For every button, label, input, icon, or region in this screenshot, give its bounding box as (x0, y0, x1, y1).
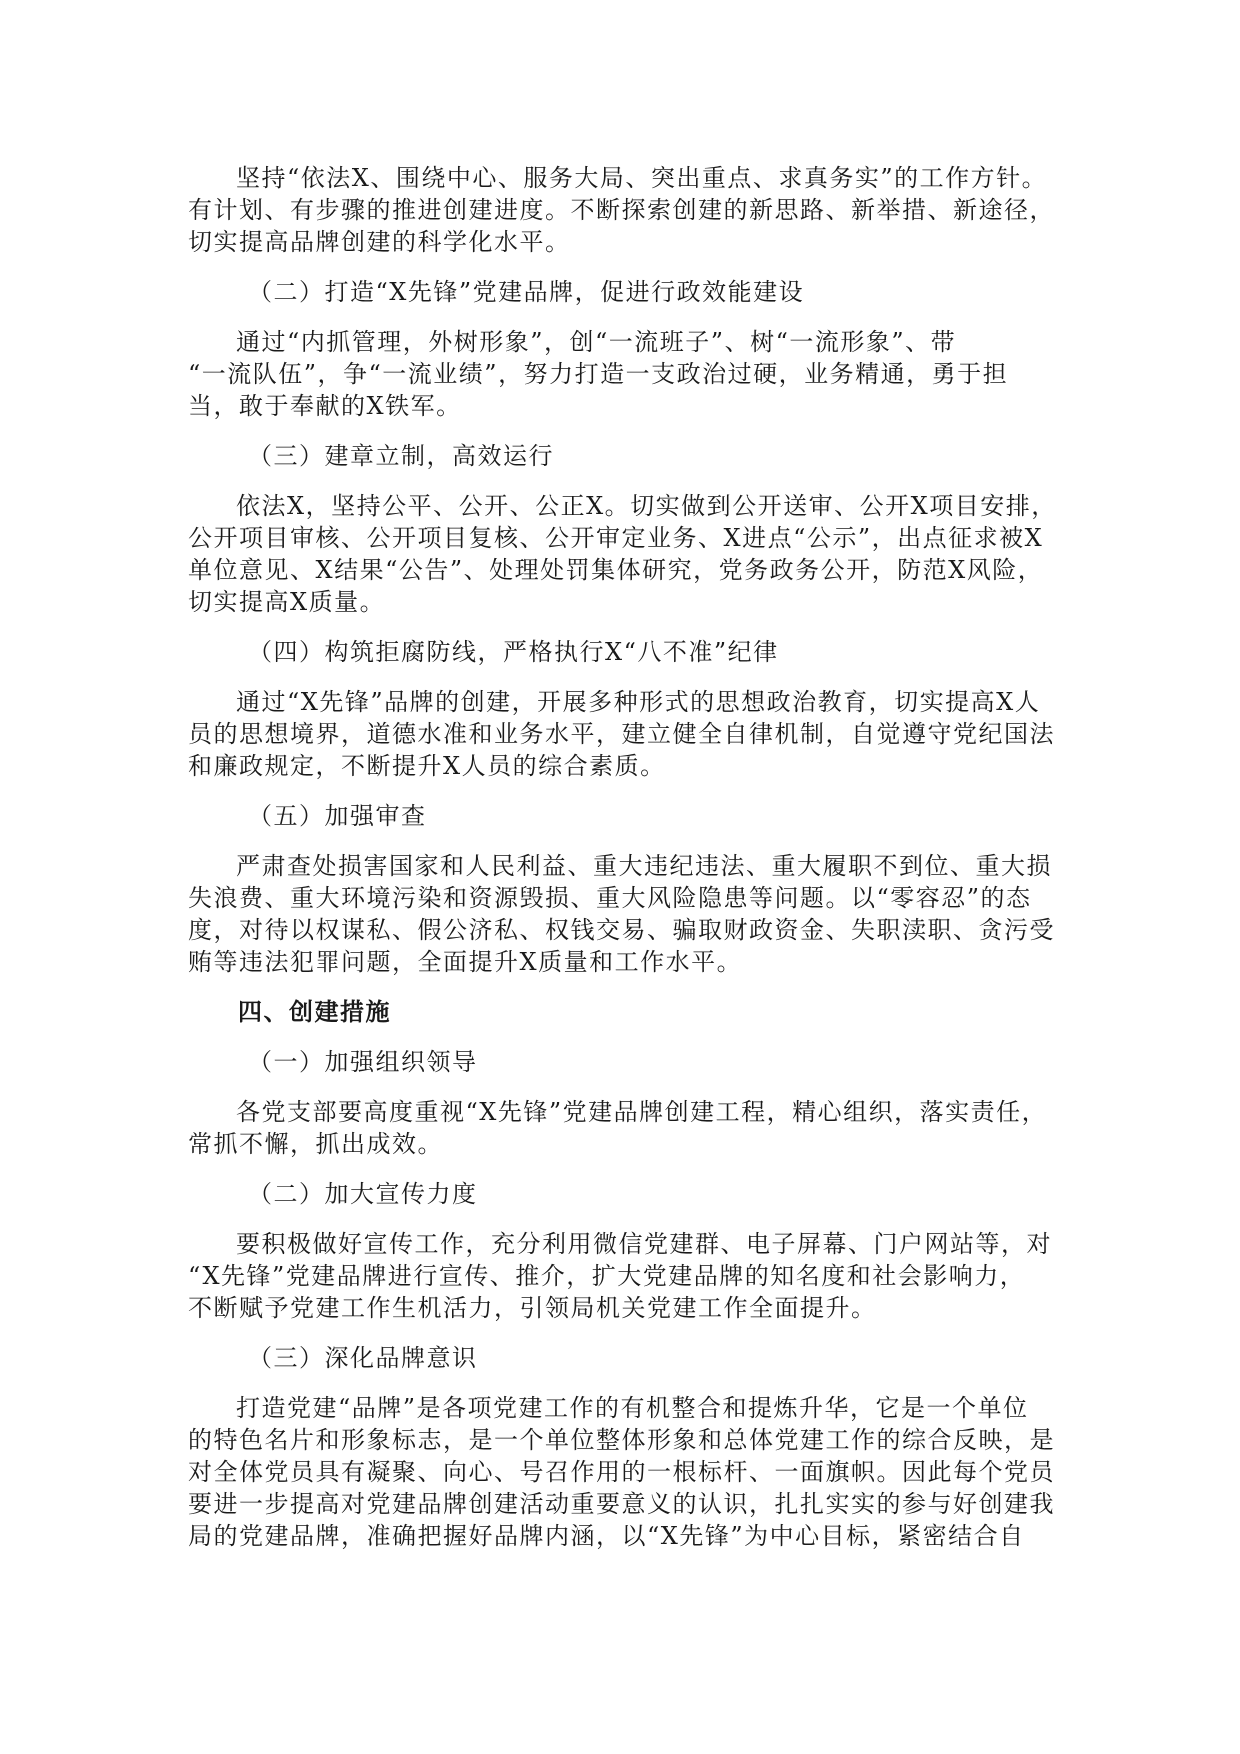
paragraph-line: “X先锋”党建品牌进行宣传、推介，扩大党建品牌的知名度和社会影响力， (188, 1262, 1026, 1290)
paragraph-line: 当，敢于奉献的X铁军。 (188, 392, 462, 420)
paragraph-line: 有计划、有步骤的推进创建进度。不断探索创建的新思路、新举措、新途径， (188, 196, 1055, 224)
paragraph-line: 员的思想境界，道德水准和业务水平，建立健全自律机制，自觉遵守党纪国法 (188, 720, 1055, 748)
paragraph-line: 不断赋予党建工作生机活力，引领局机关党建工作全面提升。 (188, 1294, 877, 1322)
section-heading: 四、创建措施 (238, 997, 391, 1026)
body-paragraph (188, 1228, 1060, 1324)
subheading: （三）深化品牌意识 (248, 1344, 478, 1372)
paragraph-line: 的特色名片和形象标志，是一个单位整体形象和总体党建工作的综合反映，是 (188, 1426, 1055, 1454)
paragraph-line: 要积极做好宣传工作，充分利用微信党建群、电子屏幕、门户网站等，对 (236, 1230, 1052, 1258)
paragraph-line: 度，对待以权谋私、假公济私、权钱交易、骗取财政资金、失职渎职、贪污受 (188, 916, 1055, 944)
paragraph-line: 切实提高X质量。 (188, 588, 386, 616)
paragraph-line: 局的党建品牌，准确把握好品牌内涵，以“X先锋”为中心目标，紧密结合自 (188, 1522, 1025, 1550)
paragraph-line: 公开项目审核、公开项目复核、公开审定业务、X进点“公示”，出点征求被X (188, 524, 1044, 552)
paragraph-line: 通过“内抓管理，外树形象”，创“一流班子”、树“一流形象”、带 (236, 328, 957, 356)
paragraph-line: 常抓不懈，抓出成效。 (188, 1130, 443, 1158)
paragraph-line: 通过“X先锋”品牌的创建，开展多种形式的思想政治教育，切实提高X人 (236, 688, 1041, 716)
subheading: （一）加强组织领导 (248, 1048, 478, 1076)
subheading: （二）加大宣传力度 (248, 1180, 478, 1208)
body-paragraph (188, 1096, 1060, 1160)
body-paragraph (188, 686, 1060, 782)
paragraph-line: “一流队伍”，争“一流业绩”，努力打造一支政治过硬，业务精通，勇于担 (188, 360, 1009, 388)
subheading: （五）加强审查 (248, 802, 427, 830)
subheading: （三）建章立制，高效运行 (248, 442, 554, 470)
paragraph-line: 坚持“依法X、围绕中心、服务大局、突出重点、求真务实”的工作方针。 (236, 164, 1048, 192)
paragraph-line: 单位意见、X结果“公告”、处理处罚集体研究，党务政务公开，防范X风险， (188, 556, 1044, 584)
paragraph-line: 和廉政规定，不断提升X人员的综合素质。 (188, 752, 666, 780)
body-paragraph (188, 1392, 1060, 1552)
paragraph-line: 失浪费、重大环境污染和资源毁损、重大风险隐患等问题。以“零容忍”的态 (188, 884, 1032, 912)
paragraph-line: 对全体党员具有凝聚、向心、号召作用的一根标杆、一面旗帜。因此每个党员 (188, 1458, 1055, 1486)
paragraph-line: 各党支部要高度重视“X先锋”党建品牌创建工程，精心组织，落实责任， (236, 1098, 1048, 1126)
subheading: （四）构筑拒腐防线，严格执行X“八不准”纪律 (248, 638, 779, 666)
body-paragraph (188, 162, 1060, 258)
paragraph-line: 严肃查处损害国家和人民利益、重大违纪违法、重大履职不到位、重大损 (236, 852, 1052, 880)
paragraph-line: 贿等违法犯罪问题，全面提升X质量和工作水平。 (188, 948, 743, 976)
body-paragraph (188, 490, 1060, 618)
paragraph-line: 打造党建“品牌”是各项党建工作的有机整合和提炼升华，它是一个单位 (236, 1394, 1029, 1422)
paragraph-line: 依法X，坚持公平、公开、公正X。切实做到公开送审、公开X项目安排， (236, 492, 1057, 520)
subheading: （二）打造“X先锋”党建品牌，促进行政效能建设 (248, 278, 805, 306)
body-paragraph (188, 326, 1060, 422)
paragraph-line: 要进一步提高对党建品牌创建活动重要意义的认识，扎扎实实的参与好创建我 (188, 1490, 1055, 1518)
body-paragraph (188, 850, 1060, 978)
paragraph-line: 切实提高品牌创建的科学化水平。 (188, 228, 571, 256)
